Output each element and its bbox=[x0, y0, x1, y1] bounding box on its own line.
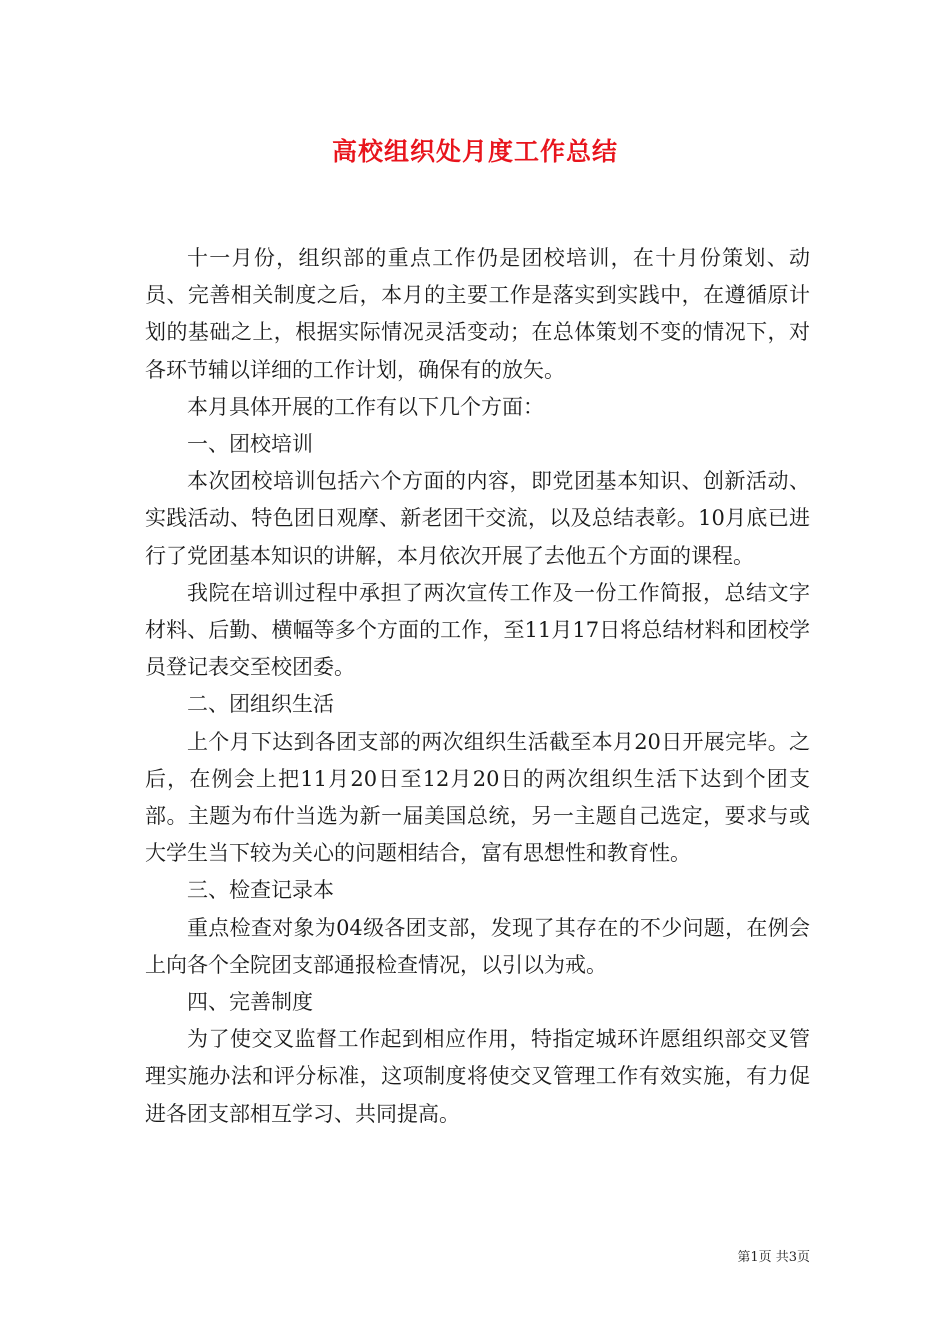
section-heading-3: 三、检查记录本 bbox=[187, 878, 334, 903]
page-number: 第1页 共3页 bbox=[737, 1250, 810, 1265]
paragraph-training-content: 本次团校培训包括六个方面的内容，即党团基本知识、创新活动、实践活动、特色团日观摩、新老团干交流，以及总结表彰。10月底已进行了党团基本知识的讲解，本月依次开展了去他五个方面的课程。 bbox=[145, 469, 810, 568]
paragraph-overview: 本月具体开展的工作有以下几个方面： bbox=[187, 394, 544, 419]
paragraph-record-check: 重点检查对象为04级各团支部，发现了其存在的不少问题，在例会上向各个全院团支部通报检查情况，以引以为戒。 bbox=[145, 915, 810, 977]
document-title: 高校组织处月度工作总结 bbox=[331, 137, 618, 166]
paragraph-training-work: 我院在培训过程中承担了两次宣传工作及一份工作简报，总结文字材料、后勤、横幅等多个方面的工作，至11月17日将总结材料和团校学员登记表交至校团委。 bbox=[145, 580, 810, 680]
section-heading-4: 四、完善制度 bbox=[187, 990, 313, 1015]
paragraph-intro: 十一月份，组织部的重点工作仍是团校培训，在十月份策划、动员、完善相关制度之后，本月的主要工作是落实到实践中，在遵循原计划的基础之上，根据实际情况灵活变动；在总体策划不变的情况下，对各环节辅以详细的工作计划，确保有的放矢。 bbox=[145, 246, 810, 382]
document-body bbox=[145, 240, 810, 1133]
section-heading-2: 二、团组织生活 bbox=[187, 692, 334, 717]
paragraph-organization-life: 上个月下达到各团支部的两次组织生活截至本月20日开展完毕。之后，在例会上把11月20日至12月20日的两次组织生活下达到个团支部。主题为布什当选为新一届美国总统，另一主题自己选定，要求与或大学生当下较为关心的问题相结合，富有思想性和教育性。 bbox=[145, 729, 810, 866]
section-heading-1: 一、团校培训 bbox=[187, 432, 313, 457]
paragraph-system-improvement: 为了使交叉监督工作起到相应作用，特指定城环许愿组织部交叉管理实施办法和评分标准，这项制度将使交叉管理工作有效实施，有力促进各团支部相互学习、共同提高。 bbox=[145, 1027, 810, 1126]
